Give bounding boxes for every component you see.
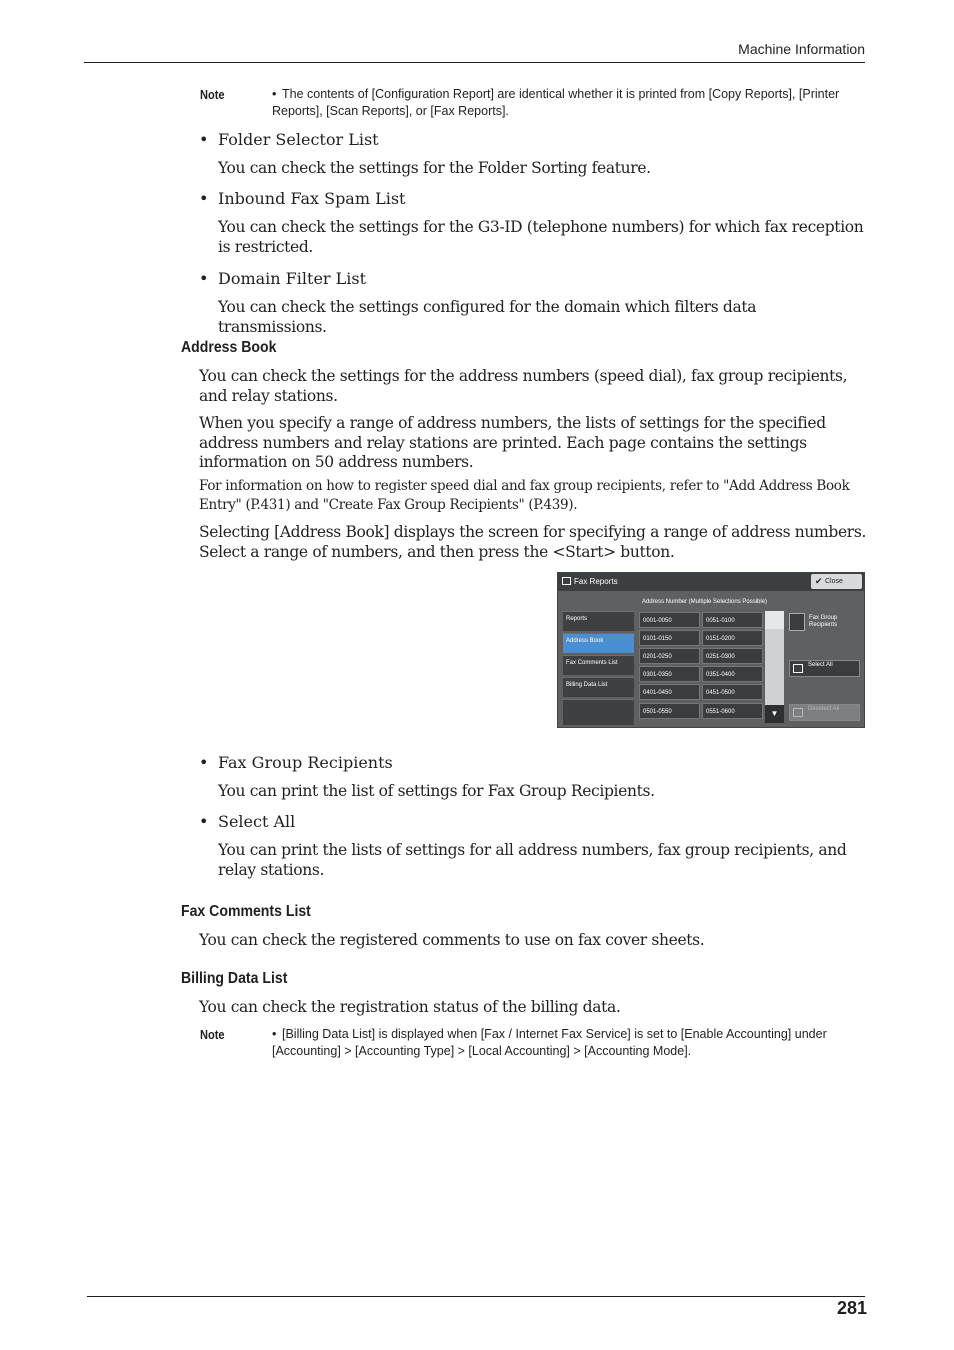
address-range-cell[interactable]: 0001-0050 — [639, 612, 700, 628]
address-range-cell[interactable]: 0301-0350 — [639, 666, 700, 682]
paragraph: Selecting [Address Book] displays the screen for specifying a range of address numbers. Select a range of numbers, and then press the <Start> button. — [199, 523, 867, 561]
list-item-title: Fax Group Recipients — [218, 753, 393, 772]
note-label: Note — [200, 87, 225, 102]
address-range-cell[interactable]: 0051-0100 — [702, 612, 763, 628]
scrollbar[interactable] — [765, 611, 784, 723]
section-heading: Billing Data List — [181, 970, 288, 987]
screen-title: Fax Reports — [574, 577, 618, 586]
scroll-down-button[interactable]: ▼ — [765, 705, 784, 723]
grid-label: Address Number (Multiple Selections Possible) — [642, 599, 768, 605]
select-all-button[interactable]: Select All — [789, 660, 860, 677]
checkbox-icon — [789, 613, 805, 631]
list-item: • Inbound Fax Spam List — [199, 189, 406, 208]
note-body: The contents of [Configuration Report] are identical whether it is printed from [Copy Reports], [Printer Reports], [Scan Reports], or [Fax Reports]. — [272, 87, 840, 118]
list-item: • Folder Selector List — [199, 130, 379, 149]
list-item-title: Folder Selector List — [218, 130, 379, 149]
list-item-desc: You can print the list of settings for Fax Group Recipients. — [218, 782, 655, 800]
paragraph: You can check the registration status of the billing data. — [199, 998, 621, 1016]
paragraph-small: For information on how to register speed dial and fax group recipients, refer to "Add Address Book Entry" (P.431) and "Create Fax Group Recipients" (P.439). — [199, 478, 850, 513]
page-number: 281 — [836, 1298, 867, 1318]
note-label: Note — [200, 1027, 225, 1042]
paragraph: You can check the registered comments to use on fax cover sheets. — [199, 931, 705, 949]
address-range-cell[interactable]: 0501-0550 — [639, 703, 700, 719]
fax-group-recipients-option[interactable]: Fax Group Recipients — [789, 613, 860, 631]
section-heading: Fax Comments List — [181, 903, 311, 920]
note-body: [Billing Data List] is displayed when [Fax / Internet Fax Service] is set to [Enable Accounting] under [Accounting] > [Accounting Type] > [Local Accounting] > [Accounting Mode]. — [272, 1027, 827, 1058]
list-item-desc: You can check the settings configured for the domain which filters data transmissions. — [218, 298, 757, 336]
address-range-cell[interactable]: 0251-0300 — [702, 648, 763, 664]
list-item: • Domain Filter List — [199, 269, 367, 288]
sidebar-blank — [563, 699, 634, 725]
sidebar-item-fax-comments-list[interactable]: Fax Comments List — [563, 655, 634, 675]
reports-icon — [562, 577, 571, 585]
sidebar-item-address-book[interactable]: Address Book — [563, 633, 634, 653]
list-item-desc: You can check the settings for the Folder Sorting feature. — [218, 159, 651, 177]
address-range-cell[interactable]: 0551-0600 — [702, 703, 763, 719]
sidebar-item-billing-data-list[interactable]: Billing Data List — [563, 677, 634, 697]
fax-reports-screenshot — [557, 572, 865, 728]
check-icon: ✔ — [815, 576, 823, 586]
address-range-cell[interactable]: 0201-0250 — [639, 648, 700, 664]
note-text: • [Billing Data List] is displayed when [Fax / Internet Fax Service] is set to [Enable Accounting] under [Accounting] > [Accounting Type] > [Local Accounting] > [Accounting Mode]. — [272, 1027, 827, 1058]
list-item: • Fax Group Recipients — [199, 753, 393, 772]
address-range-cell[interactable]: 0451-0500 — [702, 684, 763, 700]
address-range-cell[interactable]: 0351-0400 — [702, 666, 763, 682]
address-range-cell[interactable]: 0151-0200 — [702, 630, 763, 646]
close-button[interactable]: ✔ Close — [811, 574, 862, 589]
address-range-cell[interactable]: 0401-0450 — [639, 684, 700, 700]
list-item: • Select All — [199, 812, 296, 831]
list-item-desc: You can print the lists of settings for all address numbers, fax group recipients, and relay stations. — [218, 841, 847, 879]
section-heading: Address Book — [181, 339, 277, 356]
list-item-desc: You can check the settings for the G3-ID (telephone numbers) for which fax reception is restricted. — [218, 218, 864, 256]
list-item-title: Inbound Fax Spam List — [218, 189, 406, 208]
header-rule — [84, 62, 865, 63]
scroll-up-button[interactable] — [765, 611, 784, 629]
footer-rule — [87, 1296, 865, 1297]
deselect-all-button[interactable]: Deselect All — [789, 704, 860, 721]
select-all-icon — [793, 664, 803, 673]
running-header: Machine Information — [738, 41, 865, 57]
paragraph: When you specify a range of address numbers, the lists of settings for the specified address numbers and relay stations are printed. Each page contains the settings information on 50 address numbers. — [199, 414, 826, 471]
address-range-cell[interactable]: 0101-0150 — [639, 630, 700, 646]
paragraph: You can check the settings for the address numbers (speed dial), fax group recipients, and relay stations. — [199, 367, 848, 405]
list-item-title: Domain Filter List — [218, 269, 367, 288]
list-item-title: Select All — [218, 812, 296, 831]
deselect-all-icon — [793, 708, 803, 717]
note-text: • The contents of [Configuration Report] are identical whether it is printed from [Copy Reports], [Printer Reports], [Scan Reports], or [Fax Reports]. — [272, 87, 840, 118]
sidebar-item-reports[interactable]: Reports — [563, 611, 634, 631]
